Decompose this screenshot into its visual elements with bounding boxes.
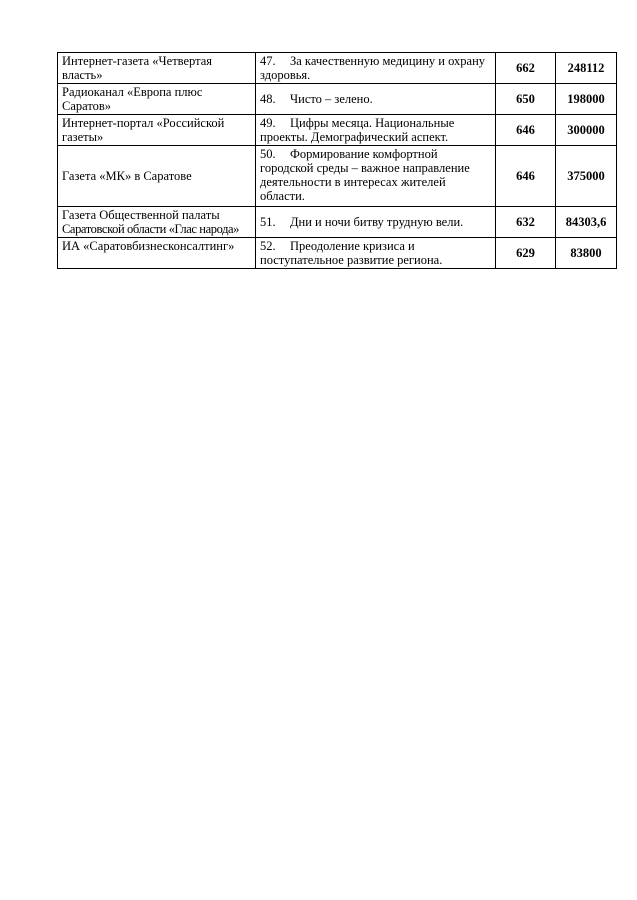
- table-row: [58, 238, 617, 269]
- table-row: [58, 207, 617, 238]
- project-number: 48.: [260, 92, 276, 106]
- table-row: [58, 84, 617, 115]
- project-title: Цифры месяца. Национальные проекты. Демографический аспект.: [260, 116, 455, 144]
- organization-line: Газета Общественной палаты: [62, 208, 220, 222]
- project-title: За качественную медицину и охрану здоровья.: [260, 54, 486, 82]
- project-title-cell: [256, 146, 496, 207]
- amount-cell: 83800: [556, 238, 617, 269]
- results-table: [57, 52, 617, 269]
- project-title: Дни и ночи битву трудную вели.: [290, 215, 464, 229]
- score-cell: 650: [496, 84, 556, 115]
- score-cell: 646: [496, 146, 556, 207]
- project-number: 49.: [260, 116, 276, 130]
- project-title-cell: [256, 53, 496, 84]
- project-title: Преодоление кризиса и поступательное развитие региона.: [260, 239, 443, 267]
- organization-cell: [58, 207, 256, 238]
- organization-line: Саратовской области «Глас народа»: [62, 222, 240, 236]
- project-number: 47.: [260, 54, 276, 68]
- table-row: [58, 53, 617, 84]
- project-title-cell: [256, 115, 496, 146]
- amount-cell: 84303,6: [556, 207, 617, 238]
- amount-cell: 300000: [556, 115, 617, 146]
- project-title: Формирование комфортной городской среды – важное направление деятельности в интересах жителей области.: [260, 147, 470, 203]
- table-row: [58, 115, 617, 146]
- project-title-cell: [256, 238, 496, 269]
- amount-cell: 248112: [556, 53, 617, 84]
- project-title-cell: [256, 84, 496, 115]
- project-title: Чисто – зелено.: [290, 92, 373, 106]
- score-cell: 646: [496, 115, 556, 146]
- organization-cell: Газета «МК» в Саратове: [58, 146, 256, 207]
- score-cell: 632: [496, 207, 556, 238]
- project-number: 51.: [260, 215, 276, 229]
- organization-cell: Интернет-портал «Российской газеты»: [58, 115, 256, 146]
- project-number: 50.: [260, 147, 276, 161]
- score-cell: 629: [496, 238, 556, 269]
- table-row: [58, 146, 617, 207]
- organization-cell: ИА «Саратовбизнесконсалтинг»: [58, 238, 256, 269]
- score-cell: 662: [496, 53, 556, 84]
- project-number: 52.: [260, 239, 276, 253]
- organization-cell: Радиоканал «Европа плюс Саратов»: [58, 84, 256, 115]
- organization-cell: Интернет-газета «Четвертая власть»: [58, 53, 256, 84]
- project-title-cell: [256, 207, 496, 238]
- amount-cell: 198000: [556, 84, 617, 115]
- amount-cell: 375000: [556, 146, 617, 207]
